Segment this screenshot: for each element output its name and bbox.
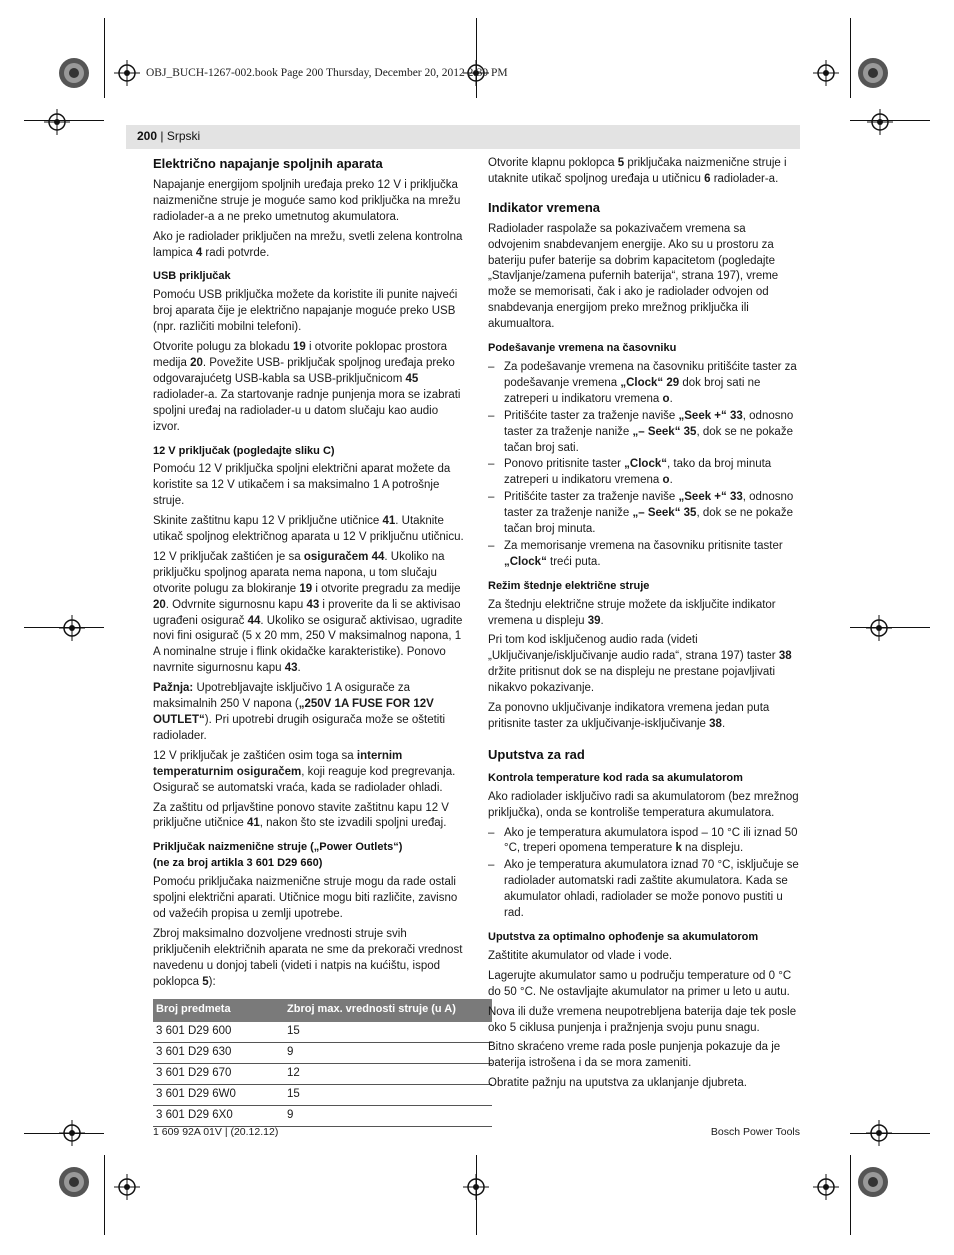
list-item: – Ako je temperatura akumulatora ispod – 10 °C ili iznad 50 °C, treperi opomena temperature k na displeju.: [488, 826, 798, 855]
paragraph: Skinite zaštitnu kapu 12 V priključne utičnice 41. Utaknite utikač spoljnog električnog aparata u 12 V priključnu utičnicu.: [153, 515, 464, 544]
subsection-title: Režim štednje električne struje: [488, 579, 650, 592]
table-row: [153, 1105, 492, 1126]
paragraph: Radiolader raspolaže sa pokazivačem vremena sa odvojenim snabdevanjem energije. Ako su u prostoru za bateriju pufer baterije sa dobrim kapacitetom (pogledajte „Stavljanje/zamena pufernih baterija“, strana 197), vreme može se memorisati, čak i ako je radiolader odvojen od snabdevanja energijom preko mrežnog priključka ili akumualtora.: [488, 222, 779, 331]
registration-mark-icon: [463, 1174, 489, 1200]
page-header: [137, 129, 200, 143]
color-wheel-icon: [58, 1166, 90, 1198]
registration-mark-icon: [867, 109, 893, 135]
paragraph: 12 V priključak je zaštićen osim toga sa internim temperaturnim osiguračem, koji reaguje kod pregrevanja. Osigurač se automatski vraća, kada se radiolader ohladi.: [153, 749, 456, 794]
paragraph: Lagerujte akumulator samo u području temperature od 0 °C do 50 °C. Ne ostavljajte akumulator na primer u leto u autu.: [488, 969, 792, 998]
instruction-list: [488, 826, 800, 922]
paragraph: Ako je radiolader priključen na mrežu, svetli zelena kontrolna lampica 4 radi potvrde.: [153, 230, 463, 259]
crop-mark: [476, 18, 477, 98]
subsection-title: Kontrola temperature kod rada sa akumulatorom: [488, 771, 743, 784]
subsection-title: Priključak naizmenične struje („Power Outlets“): [153, 841, 403, 854]
crop-mark: [850, 18, 851, 98]
registration-mark-icon: [866, 1120, 892, 1146]
table-cell: 3 601 D29 600: [153, 1022, 284, 1043]
registration-mark-icon: [59, 1120, 85, 1146]
color-wheel-icon: [58, 57, 90, 89]
crop-mark: [850, 1155, 851, 1235]
table-cell: 9: [284, 1105, 492, 1126]
table-row: [153, 1042, 492, 1063]
registration-mark-icon: [813, 60, 839, 86]
registration-mark-icon: [114, 60, 140, 86]
table-cell: 9: [284, 1042, 492, 1063]
list-item: – Pritišćite taster za traženje naviše „Seek +“ 33, odnosno taster za traženje naniže „– Seek“ 35, dok se ne pokaže tačan broj sati.: [488, 409, 794, 454]
column-header: Zbroj max. vrednosti struje (u A): [284, 999, 492, 1022]
registration-mark-icon: [114, 1174, 140, 1200]
registration-mark-icon: [44, 109, 70, 135]
list-item: – Za memorisanje vremena na časovniku pritisnite taster „Clock“ treći puta.: [488, 539, 783, 568]
list-item: – Ako je temperatura akumulatora iznad 70 °C, isključuje se radiolader automatski radi zaštite akumulatora. Kada se akumulator ohladi, radiolader se može ponovo pustiti u rad.: [488, 859, 799, 920]
paragraph: Pomoću 12 V priključka spoljni električni aparat možete da koristite sa 12 V utikačem i sa maksimalno 1 A potrošnje struje.: [153, 463, 451, 508]
list-item: – Za podešavanje vremena na časovniku pritišćite taster za podešavanje vremena „Clock“ 29 dok broj sati ne zatreperi u indikatoru vremena o.: [488, 360, 797, 405]
prepress-slug: OBJ_BUCH-1267-002.book Page 200 Thursday, December 20, 2012 2:39 PM: [146, 67, 508, 79]
left-column: [153, 156, 465, 1127]
header-separator: |: [157, 129, 167, 143]
current-limit-table: [153, 999, 492, 1127]
paragraph: Otvorite polugu za blokadu 19 i otvorite poklopac prostora medija 20. Povežite USB- priključak spoljnog uređaja preko odgovarajućetg USB-kabla sa USB-priključnicom 45 radiolader-a. Za startovanje radnje punjenja mora se izabrati spoljni uređaj na radiolader-u u datom slučaju kao audio izvor.: [153, 341, 461, 433]
paragraph: Ako radiolader isključivo radi sa akumulatorom (bez mrežnog priključka), onda se kontroliše temperatura akumulatora.: [488, 790, 799, 819]
table-row: [153, 1063, 492, 1084]
table-header-row: [153, 999, 492, 1022]
section-heading: Električno napajanje spoljnih aparata: [153, 156, 383, 171]
table-cell: 3 601 D29 6W0: [153, 1084, 284, 1105]
header-language: Srpski: [166, 129, 201, 143]
list-item: – Pritišćite taster za traženje naviše „Seek +“ 33, odnosno taster za traženje naniže „– Seek“ 35, dok se ne pokaže tačan broj minuta.: [488, 491, 794, 536]
registration-mark-icon: [59, 615, 85, 641]
footer-brand: Bosch Power Tools: [710, 1126, 800, 1138]
subsection-title: USB priključak: [153, 270, 231, 283]
table-cell: 3 601 D29 670: [153, 1063, 284, 1084]
warning-paragraph: Pažnja: Upotrebljavajte isključivo 1 A osigurače za maksimalnih 250 V napona („250V 1A FUSE FOR 12V OUTLET“). Pri upotrebi drugih osigurača može se oštetiti radiolader.: [153, 682, 446, 742]
section-heading: Uputstva za rad: [488, 746, 585, 762]
paragraph: Zbroj maksimalno dozvoljene vrednosti struje svih priključenih električnih aparata ne sme da prekorači vrednost navedenu u donjoj tabeli (videti i natpis na kućištu, ispod poklopca 5):: [153, 927, 463, 988]
color-wheel-icon: [857, 1166, 889, 1198]
page-header-bar: [126, 125, 800, 149]
table-cell: 15: [284, 1084, 492, 1105]
paragraph: 12 V priključak zaštićen je sa osiguračem 44. Ukoliko na priključku spoljnog aparata nema napona, u tom slučaju otvorite polugu za blokiranje 19 i otvorite pregradu za medije 20. Odvrnite sigurnosnu kapu 43 i proverite da li se aktivisao ugrađeni osigurač 44. Ukoliko se osigurač aktivisao, ugradite novi fini osigurač (5 x 20 mm, 250 V maksimalnog napona, 1 A nominalne struje i flink okidačke karakteristike). Ponovo navrnite sigurnosnu kapu 43.: [153, 550, 463, 675]
table-row: [153, 1084, 492, 1105]
table-cell: 3 601 D29 630: [153, 1042, 284, 1063]
paragraph: Bitno skraćeno vreme rada posle punjenja pokazuje da je baterija istrošena i da se mora zameniti.: [488, 1041, 781, 1070]
page-number: 200: [137, 129, 158, 143]
table-row: [153, 1022, 492, 1043]
paragraph: Otvorite klapnu poklopca 5 priključaka naizmenične struje i utaknite utikač spoljnog uređaja u utičnicu 6 radiolader-a.: [488, 157, 787, 185]
paragraph: Pomoću priključaka naizmenične struje mogu da rade ostali spoljni električni aparati. Utičnice mogu biti različite, zavisno od važećih propisa u zemlji upotrebe.: [153, 876, 458, 920]
subsection-title: Uputstva za optimalno ophođenje sa akumulatorom: [488, 930, 759, 943]
instruction-list: [488, 360, 800, 571]
paragraph: Obratite pažnju na uputstva za uklanjanje djubreta.: [488, 1077, 747, 1090]
paragraph: Zaštitite akumulator od vlade i vode.: [488, 949, 673, 962]
section-heading: Indikator vremena: [488, 199, 600, 215]
paragraph: Za zaštitu od prljavštine ponovo stavite zaštitnu kapu 12 V priključne utičnice 41, nakon što ste izvadili spoljni uređaj.: [153, 801, 449, 830]
subsection-title: (ne za broj artikla 3 601 D29 660): [153, 857, 323, 870]
crop-mark: [104, 18, 105, 98]
registration-mark-icon: [813, 1174, 839, 1200]
paragraph: Nova ili duže vremena neupotrebljena baterija daje tek posle oko 5 ciklusa punjenja i pražnjenja svoju punu snagu.: [488, 1005, 797, 1034]
footer-doc-id: 1 609 92A 01V | (20.12.12): [153, 1126, 279, 1138]
list-item: – Ponovo pritisnite taster „Clock“, tako da broj minuta zatreperi u indikatoru vremena o.: [488, 458, 772, 487]
paragraph: Pri tom kod isključenog audio rada (videti „Uključivanje/isključivanje audio rada“, strana 197) taster 38 držite pritisnut dok se na displeju ne prestane pojavljivati nikakvo pokazivanje.: [488, 634, 792, 695]
subsection-title: 12 V priključak (pogledajte sliku C): [153, 444, 335, 457]
subsection-title: Podešavanje vremena na časovniku: [488, 342, 677, 355]
paragraph: Napajanje energijom spoljnih uređaja preko 12 V i priključka naizmenične struje je moguće samo kod priključka na mrežu radiolader-a a ne preko umetnutog akumulatora.: [153, 178, 461, 223]
column-header: Broj predmeta: [153, 999, 284, 1022]
right-column: [488, 156, 800, 1096]
crop-mark: [104, 1155, 105, 1235]
table-cell: 12: [284, 1063, 492, 1084]
table-cell: 15: [284, 1022, 492, 1043]
paragraph: Za štednju električne struje možete da isključite indikator vremena u displeju 39.: [488, 598, 776, 627]
paragraph: Za ponovno uključivanje indikatora vremena jedan puta pritisnite taster za uključivanje-isključivanje 38.: [488, 702, 770, 730]
color-wheel-icon: [857, 57, 889, 89]
paragraph: Pomoću USB priključka možete da koristite ili punite najveći broj aparata čije je električno napajanje moguće preko USB (npr. različiti mobilni telefoni).: [153, 289, 458, 334]
registration-mark-icon: [866, 615, 892, 641]
table-cell: 3 601 D29 6X0: [153, 1105, 284, 1126]
